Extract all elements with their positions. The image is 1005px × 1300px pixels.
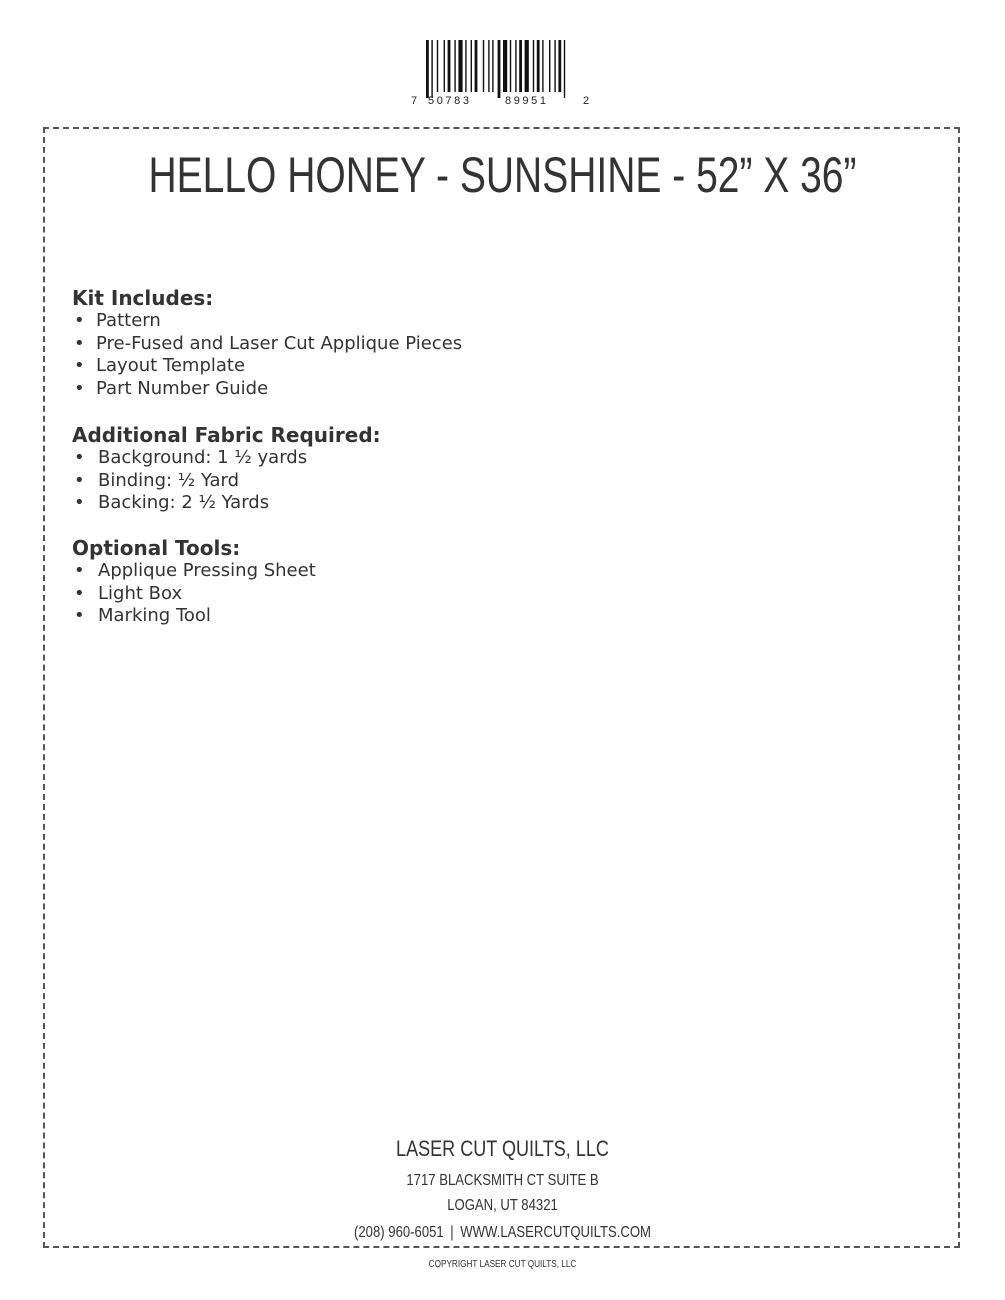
- barcode-bar: [488, 40, 489, 92]
- barcode-digits-right: 89951: [505, 95, 549, 106]
- bullet-icon: •: [74, 447, 85, 468]
- list-item-label: Light Box: [98, 582, 183, 604]
- barcode-bar: [498, 40, 501, 98]
- barcode-bar: [444, 40, 445, 92]
- optional-tools-list: [72, 560, 316, 628]
- kit-includes-list: [72, 310, 462, 401]
- list-item-label: Layout Template: [96, 355, 246, 377]
- page-title: HELLO HONEY - SUNSHINE - 52” X 36”: [148, 147, 857, 203]
- list-item-label: Binding: ½ Yard: [98, 469, 240, 491]
- bullet-icon: •: [74, 378, 85, 400]
- barcode-bar: [448, 40, 451, 92]
- barcode-bar: [510, 40, 511, 92]
- list-item: [72, 333, 462, 356]
- list-item: [72, 310, 462, 333]
- barcode-graphic: [408, 38, 594, 106]
- bullet-icon: •: [74, 469, 85, 491]
- optional-tools-heading: Optional Tools:: [72, 536, 241, 560]
- list-item-label: Marking Tool: [98, 605, 211, 627]
- barcode-bar: [564, 40, 565, 98]
- list-item-label: Background: 1 ½ yards: [98, 447, 308, 468]
- additional-fabric-section: [72, 423, 381, 515]
- additional-fabric-list: [72, 447, 381, 515]
- address-line-2: LOGAN, UT 84321: [447, 1197, 558, 1214]
- list-item: [72, 447, 381, 470]
- copyright-notice: COPYRIGHT LASER CUT QUILTS, LLC: [428, 1259, 577, 1270]
- list-item-label: Applique Pressing Sheet: [98, 560, 316, 581]
- list-item: [72, 583, 316, 606]
- company-name: LASER CUT QUILTS, LLC: [396, 1136, 609, 1161]
- barcode-bar: [537, 40, 540, 92]
- barcode-bar: [471, 40, 472, 92]
- list-item-label: Part Number Guide: [96, 378, 269, 400]
- barcode-bar: [454, 40, 455, 92]
- list-item-label: Pre-Fused and Laser Cut Applique Pieces: [96, 332, 463, 354]
- list-item: [72, 355, 462, 378]
- list-item: [72, 378, 462, 401]
- kit-includes-heading: Kit Includes:: [72, 286, 214, 310]
- bullet-icon: •: [74, 332, 85, 354]
- kit-includes-section: [72, 286, 462, 401]
- bullet-icon: •: [74, 355, 85, 377]
- barcode-bar: [437, 40, 438, 92]
- barcode-bar: [549, 40, 550, 92]
- list-item-label: Pattern: [96, 310, 161, 331]
- barcode-bar: [426, 40, 429, 98]
- list-item: [72, 492, 381, 515]
- barcode-bar: [503, 40, 507, 92]
- bullet-icon: •: [74, 310, 85, 331]
- bullet-icon: •: [74, 492, 85, 514]
- barcode-bar: [515, 40, 516, 92]
- list-item: [72, 605, 316, 628]
- barcode-digit-lead: 7: [411, 95, 418, 106]
- barcode-bar: [458, 40, 462, 92]
- barcode-bar: [483, 40, 484, 92]
- list-item: [72, 470, 381, 493]
- barcode-digits-left: 50783: [428, 95, 472, 106]
- website-link[interactable]: WWW.LASERCUTQUILTS.COM: [460, 1224, 651, 1241]
- barcode-digit-check: 2: [583, 95, 590, 106]
- barcode-bar: [475, 40, 478, 92]
- barcode-bar: [558, 40, 561, 92]
- list-item-label: Backing: 2 ½ Yards: [98, 492, 270, 514]
- contact-line: [90, 1222, 914, 1244]
- address-line-1: 1717 BLACKSMITH CT SUITE B: [406, 1172, 599, 1189]
- phone-number: (208) 960-6051: [354, 1224, 444, 1241]
- barcode-bar: [492, 40, 493, 92]
- barcode-bar: [554, 40, 555, 92]
- barcode-bar: [525, 40, 529, 92]
- bullet-icon: •: [74, 560, 85, 581]
- additional-fabric-heading: Additional Fabric Required:: [72, 423, 381, 447]
- contact-separator: |: [450, 1224, 454, 1241]
- barcode: [408, 38, 594, 106]
- bullet-icon: •: [74, 582, 85, 604]
- barcode-bar: [465, 40, 466, 92]
- barcode-bar: [542, 40, 543, 92]
- barcode-bar: [431, 40, 432, 98]
- barcode-bar: [533, 40, 534, 92]
- barcode-bar: [519, 40, 522, 92]
- optional-tools-section: [72, 536, 316, 628]
- bullet-icon: •: [74, 605, 85, 627]
- list-item: [72, 560, 316, 583]
